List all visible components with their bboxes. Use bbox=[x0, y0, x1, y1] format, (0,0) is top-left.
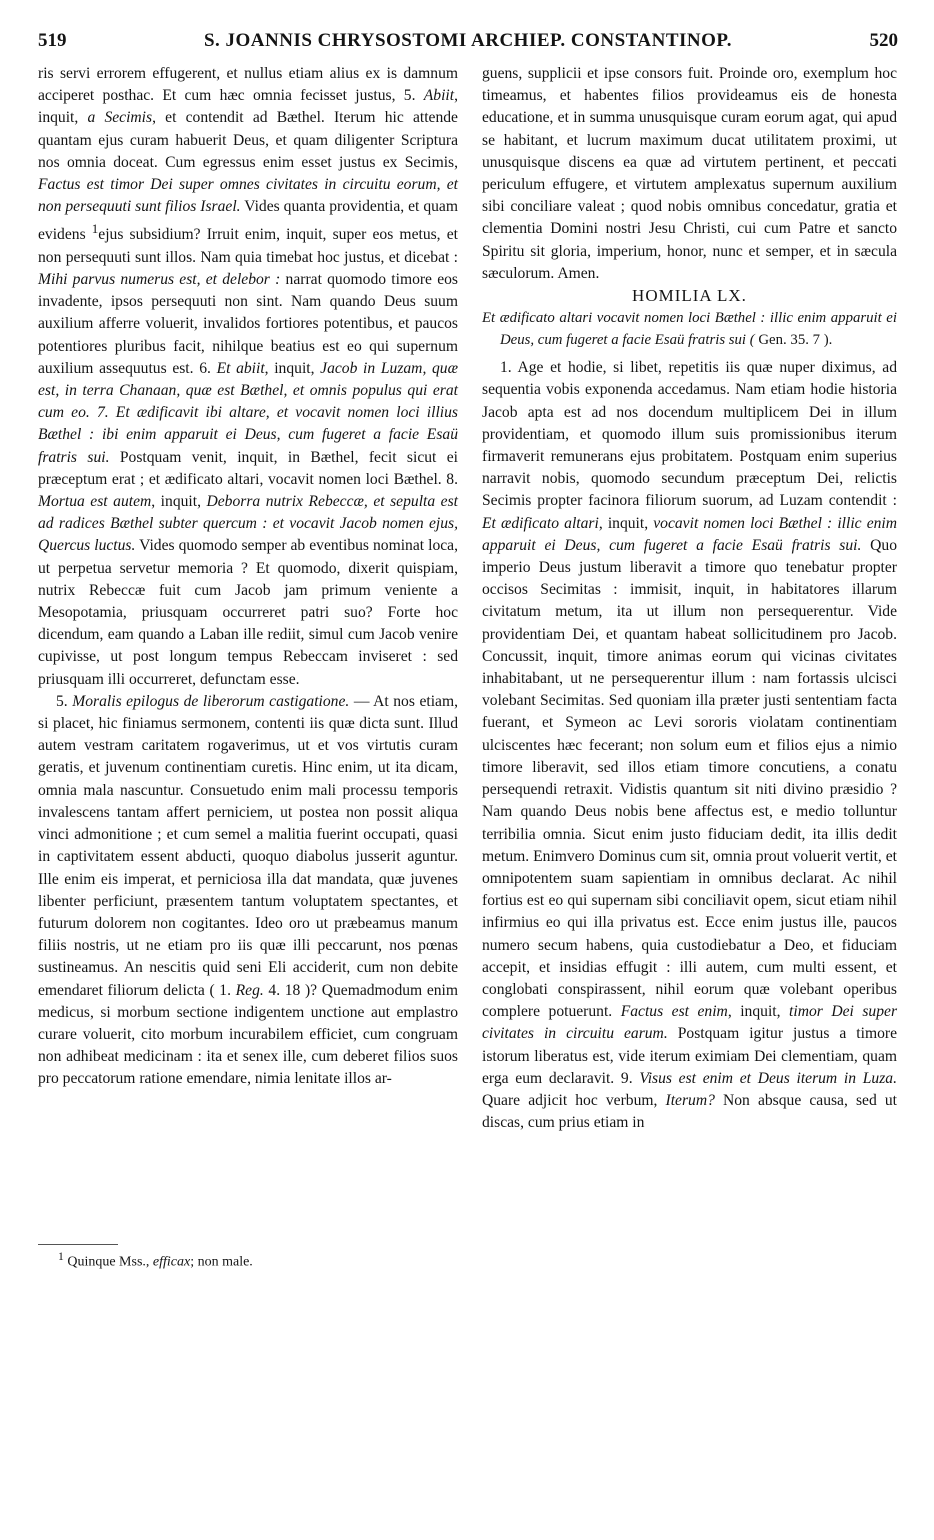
text-run: ; non male. bbox=[190, 1254, 253, 1270]
scripture-quote: Et ædificato altari bbox=[482, 514, 599, 532]
right-column bbox=[482, 63, 897, 1134]
text-run: , inquit, bbox=[264, 359, 321, 377]
left-column bbox=[38, 63, 458, 1091]
citation-text: a Secimis bbox=[87, 109, 153, 127]
text-run: Vides quomodo semper ab eventibus nominat loca, ut perpetua servetur memoria ? Et quomodo, dixerit quispiam, nutrix Rebeccæ fuit cum Jacob jam primum veniente a Mesopotamia, priusquam occurreret patri suo? Forte hoc dicendum, eam quando a Laban ille rediit, simul cum Jacob venire cupivisse, ut post longum tempus Rebeccam inviseret : sed priusquam illi occurreret, defunctam esse. bbox=[38, 537, 458, 688]
text-run: , inquit, bbox=[38, 87, 458, 127]
citation-text: Reg. bbox=[235, 981, 264, 999]
text-run: Quare adjicit hoc verbum, bbox=[482, 1091, 666, 1109]
scripture-quote: Jacob in Luzam, quæ est, in terra Chanaan, quæ est Bæthel, et omnis populus qui erat cum eo. 7. Et ædificavit ibi altare, et vocavit nomen loci illius Bæthel : ibi enim apparuit ei Deus, cum fugeret a facie Esaü fratris sui. bbox=[38, 359, 458, 466]
citation-text: Abiit bbox=[423, 87, 455, 105]
text-run: Vides quanta providentia, et quam evidens bbox=[38, 198, 458, 244]
scripture-quote: Factus est enim bbox=[620, 1003, 728, 1021]
text-run: Quo imperio Deus justum liberavit a timore quo tenebatur propter occisos Secimitas : immisit, inquit, in habitatores illarum civitatum metum, ita ut illum non persequerentur. Vide providentiam Dei, et quantam habeat sollicitudinem pro Jacob. Concussit, inquit, timore animas eorum qui vicinas civitates inhabitabant, ut ne persequerentur illum : nam fortassis ulcisci volebant Secimitas. Sed quoniam illa præter justi sententiam facta fuerant, et Symeon ac Levi sororis violatam continentiam ulciscentes hæc fecerant; non solum eum et filios ejus a nimio timore liberavit, sed illos etiam timore concutiens, a conatu persequendi retraxit. Vidistis quantum sit niti divino præsidio ? Nam quando Deus nobis bene affectus est, e medio tolluntur terribilia omnia. Sicut enim justo fiduciam dedit, ita illis dedit metum. Enimvero Dominus cum sit, omnia prout voluerit vertit, et omnipotentem suam sapientiam in omnibus declarat. Ac nihil fortius est eo qui supernam sibi conciliavit opem, sicut etiam nihil infirmius eo qui illa privatus est. Ecce enim justus ille, paucos numero secum habens, quia custodiebatur a Deo, et fiduciam accepit, et insidias effugit : illi autem, cum multi essent, et conglobati conspirassent, nihil eorum quæ volebant operibus complere potuerunt. bbox=[482, 536, 897, 1021]
scripture-quote: vocavit nomen loci Bæthel : illic enim apparuit ei Deus, cum fugeret a facie Esaü fratris sui. bbox=[482, 514, 898, 554]
text-run: Postquam venit, inquit, in Bæthel, fecit sicut ei præceptum erat ; et ædificato altari, vocavit nomen loci Bæthel. 8. bbox=[38, 448, 459, 488]
scripture-quote: Deborra nutrix Rebeccæ, et sepulta est ad radices Bæthel subter quercum : et vocavit Jacob nomen ejus, Quercus luctus. bbox=[38, 493, 458, 555]
text-run: Non absque causa, sed ut discas, cum prius etiam in bbox=[482, 1091, 897, 1132]
citation-text: Gen. bbox=[758, 332, 787, 349]
footnote-variant: efficax bbox=[152, 1254, 191, 1270]
text-run: 4. 18 )? Quemadmodum enim medicus, si morbum sectione indigentem unctione aut emplastro curare voluerit, cito morbum incurabilem efficiet, cum congruam non adhibeat medicinam : ita et senex ille, cum deberet filios suos pro peccatorum ratione emendare, nimia lenitate illos ar- bbox=[38, 981, 458, 1088]
section-heading: Moralis epilogus de liberorum castigatione. bbox=[72, 692, 350, 710]
scripture-quote: Mihi parvus numerus est, et delebor : bbox=[38, 271, 281, 289]
text-run: Et ædificato altari vocavit nomen loci Bæthel : illic enim apparuit ei Deus, cum fugeret a facie Esaü fratris sui ( bbox=[482, 310, 897, 349]
page-number-right: 520 bbox=[869, 30, 898, 51]
right-paragraph-2 bbox=[482, 357, 897, 1134]
footnote-marker: 1 bbox=[91, 221, 99, 237]
left-paragraph-2 bbox=[38, 691, 458, 1091]
scripture-quote: timor Dei super civitates in circuitu earum. bbox=[482, 1003, 898, 1043]
text-run: — At nos etiam, si placet, hic finiamus sermonem, contenti iis quæ dicta sunt. Illud autem vestram caritatem rogaverimus, ut et vos virtutis curam geratis, et juvenum continentiam curetis. Hinc enim, ut ita dicam, omnia mala nascuntur. Consuetudo enim mali processu temporis invalescens tantam affert perniciem, ut postea non possit aliqua vinci admonitione ; et cum semel a malitia fuerint occupati, quasi in captivitatem essent abducti, quoquo diabolus jusserit aguntur. Ille enim eis imperat, et perniciosa illa dat mandata, quæ juvenes libenter perficiunt, præsentem tantum voluptatem spectantes, et futurum dolorem non cogitantes. Ideo oro ut præbeamus manum filiis nostris, ut ne etiam pro iis quæ illi peccarunt, nos pœnas sustineamus. An nescitis quid seni Eli acciderit, cum non debite emendaret filiorum delicta ( 1. bbox=[38, 692, 458, 999]
text-run: , et contendit ad Bæthel. Iterum hic attende quantam ejus curam habuerit Deus, et quam diligenter Scriptura nos omnia doceat. Cum egressus enim esset justus ex Secimis, bbox=[38, 109, 458, 171]
homily-intro bbox=[482, 307, 897, 351]
text-run: 1. Age et hodie, si libet, repetitis iis quæ nuper diximus, ad sequentia vobis exponenda accedamus. Nam etiam hodie historia Jacob apta est ad nos docendum multiplicem Dei in illum providentiam, et quomodo illum suis promissionibus iterum firmaverit remunerans ejus probitatem. Postquam enim superius narravit nobis, quomodo secundum præceptum Dei, relictis Secimis propter facinora filiorum suorum, ad Luzam contendit : bbox=[482, 359, 897, 510]
citation-text: Mortua est autem bbox=[38, 493, 152, 511]
footnote-rule bbox=[38, 1244, 118, 1245]
text-run: narrat quomodo timore eos invadente, ipsos persequuti non sint. Nam quando Deus suum auxilium afferre voluerit, invalidos fortiores potentibus, et paucos potentiores pluribus facit, nihilque beatius est eo qui supernum auxilium assequutus est. 6. bbox=[38, 271, 458, 377]
homily-title: HOMILIA LX. bbox=[632, 286, 747, 306]
text-run: , inquit, bbox=[598, 514, 654, 532]
text-run: Postquam igitur justus a timore istorum liberatus est, vide iterum eximiam Dei clementiam, quam erga eum declaravit. 9. bbox=[482, 1025, 897, 1087]
footnote-number: 1 bbox=[58, 1250, 64, 1263]
scripture-quote: Factus est timor Dei super omnes civitates in circuitu eorum, et non persequuti sunt filios Israel. bbox=[38, 176, 458, 216]
text-run: Quinque Mss., bbox=[63, 1254, 153, 1270]
footnote bbox=[58, 1250, 253, 1271]
text-run: ris servi errorem effugerent, et nullus etiam alius ex is damnum acciperet posthac. Et cum hæc omnia fecisset justus, 5. bbox=[38, 65, 458, 105]
section-number: 5. bbox=[56, 692, 73, 710]
right-paragraph-1: guens, supplicii et ipse consors fuit. Proinde oro, exemplum hoc timeamus, et habentes filios provideamus eis de honesta educatione, et in summa unusquisque curam eorum agat, qui apud se habitant, et lucrum maximum ducat utilitatem proximi, ut unusquisque discens ea quæ ad virtutem pertinent, et peccati periculum effugere, et virtutem amplexatus supernum auxilium sibi conciliare valeat ; quod nobis omnibus concedatur, gratia et clementia Domini nostri Jesu Christi, cui cum Patre et sancto Spiritu sit gloria, imperium, honor, nunc et semper, et in sæcula sæculorum. Amen. bbox=[482, 65, 897, 282]
page-header bbox=[38, 30, 898, 56]
scripture-quote: Iterum? bbox=[665, 1091, 715, 1109]
running-title: S. JOANNIS CHRYSOSTOMI ARCHIEP. CONSTANTINOP. bbox=[203, 30, 733, 51]
text-run: ejus subsidium? Irruit enim, inquit, super eos metus, et non persequuti sunt illos. Nam quia timebat hoc justus, et dicebat : bbox=[38, 226, 458, 266]
text-run: , inquit, bbox=[727, 1003, 790, 1021]
left-paragraph-1 bbox=[38, 63, 458, 691]
text-run: 35. 7 ). bbox=[786, 332, 833, 349]
text-run: , inquit, bbox=[151, 493, 207, 511]
citation-text: Et abiit bbox=[216, 359, 265, 377]
page-number-left: 519 bbox=[38, 30, 67, 51]
scripture-quote: Visus est enim et Deus iterum in Luza. bbox=[639, 1069, 897, 1087]
